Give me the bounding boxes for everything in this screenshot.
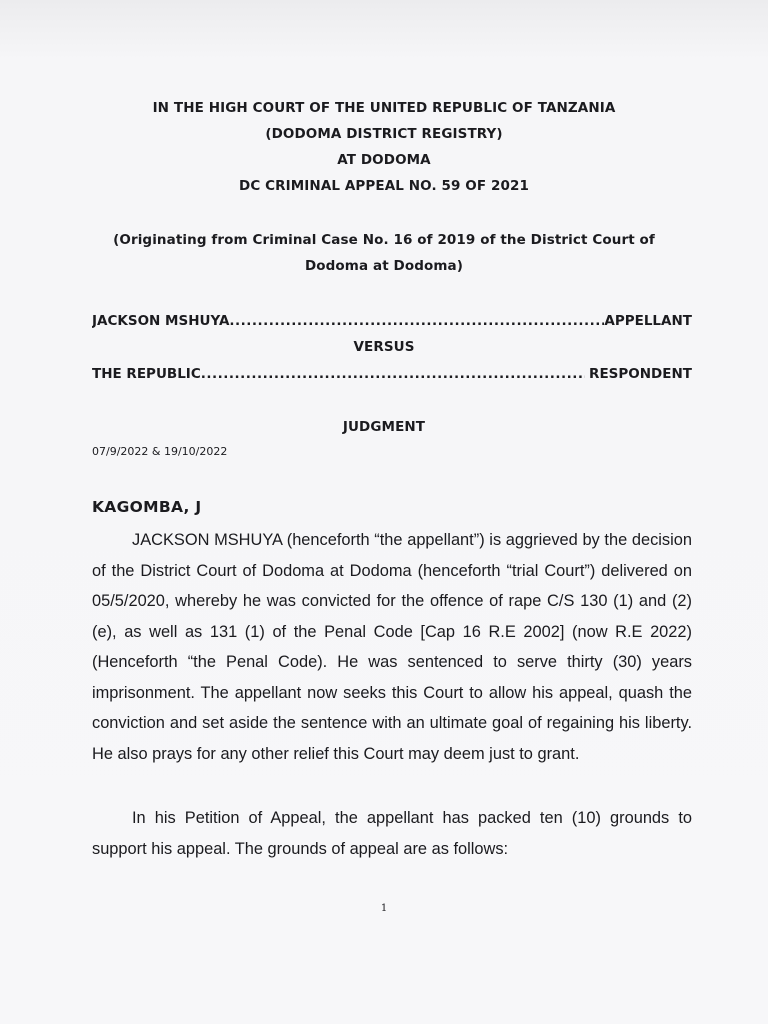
appellant-role: APPELLANT [604, 313, 692, 329]
origin-line-1: (Originating from Criminal Case No. 16 of 2019 of the District Court of [113, 232, 655, 248]
hearing-dates: 07/9/2022 & 19/10/2022 [92, 445, 228, 458]
case-number: DC CRIMINAL APPEAL NO. 59 OF 2021 [239, 178, 529, 194]
page-number: 1 [380, 903, 388, 914]
respondent-role: RESPONDENT [589, 366, 692, 382]
origin-line-2: Dodoma at Dodoma) [304, 258, 464, 274]
appellant-row [92, 313, 692, 329]
paragraph-1: JACKSON MSHUYA (henceforth “the appellant”) is aggrieved by the decision of the District Court of Dodoma at Dodoma (henceforth “trial Court”) delivered on 05/5/2020, whereby he was convicted for the offence of rape C/S 130 (1) and (2) (e), as well as 131 (1) of the Penal Code [Cap 16 R.E 2002] (now R.E 2022) (Henceforth “the Penal Code). He was sentenced to serve thirty (30) years imprisonment. The appellant now seeks this Court to allow his appeal, quash the conviction and set aside the sentence with an ultimate goal of regaining his liberty. He also prays for any other relief this Court may deem just to grant. [92, 531, 692, 763]
judge-name: KAGOMBA, J [92, 498, 202, 516]
paragraph-2: In his Petition of Appeal, the appellant has packed ten (10) grounds to support his appeal. The grounds of appeal are as follows: [92, 809, 692, 858]
judgment-title: JUDGMENT [342, 419, 426, 435]
respondent-row [92, 366, 692, 382]
leader-dots [201, 366, 585, 382]
court-title: IN THE HIGH COURT OF THE UNITED REPUBLIC OF TANZANIA [152, 100, 616, 116]
leader-dots [229, 313, 604, 329]
location-line: AT DODOMA [337, 152, 431, 168]
respondent-name: THE REPUBLIC [92, 366, 201, 382]
appellant-name: JACKSON MSHUYA [92, 313, 230, 329]
versus-label: VERSUS [353, 339, 415, 355]
registry-line: (DODOMA DISTRICT REGISTRY) [265, 126, 503, 142]
